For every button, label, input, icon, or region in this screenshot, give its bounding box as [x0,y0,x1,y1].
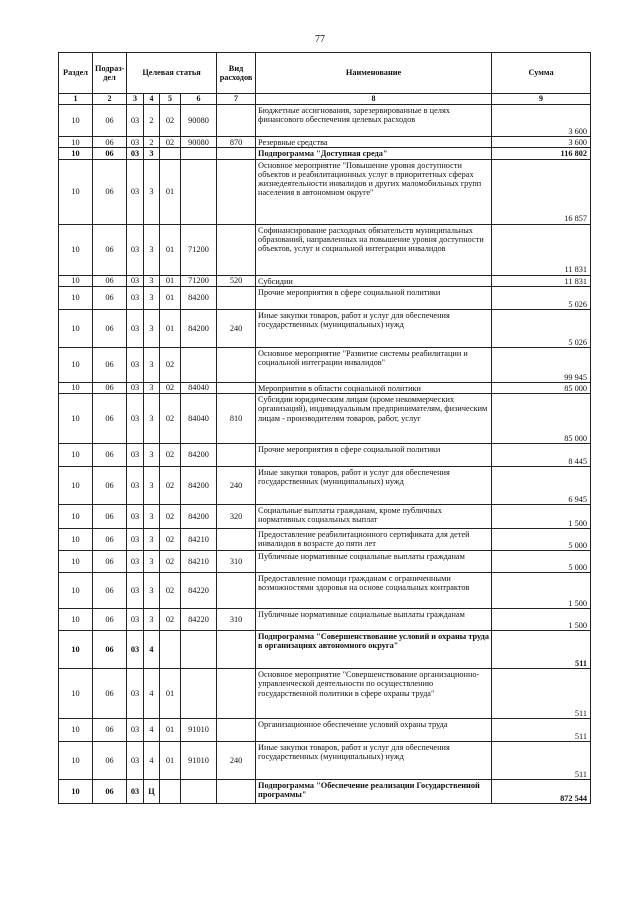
name-cell: Субсидии юридическим лицам (кроме некоммерческих организаций), индивидуальным предпринимателям, физическим лицам - производителям товаров, работ, услуг [256,394,492,444]
name-cell: Софинансирование расходных обязательств муниципальных образований, направленных на повышение уровня доступности объектов, услуг и социальной интеграции инвалидов [256,224,492,275]
vid-cell [217,286,256,309]
table-row [59,309,591,347]
amount-cell: 3 600 [492,105,591,137]
vid-cell [217,573,256,609]
table-row [59,719,591,742]
vid-cell [217,444,256,467]
cs-4-cell: Ц [144,780,160,804]
table-row [59,137,591,148]
table-row [59,505,591,529]
cs-4-cell: 3 [144,444,160,467]
cs-5-cell: 02 [160,573,181,609]
cs-4-cell: 3 [144,609,160,631]
cs-5-cell: 02 [160,394,181,444]
cs-3-cell: 03 [127,719,144,742]
cs-6-cell: 84210 [181,529,217,551]
cs-4-cell: 3 [144,573,160,609]
cs-6-cell: 84220 [181,609,217,631]
cs-6-cell: 84040 [181,394,217,444]
cs-5-cell [160,148,181,159]
amount-cell: 5 000 [492,551,591,573]
razdel-cell: 10 [59,394,93,444]
razdel-cell: 10 [59,505,93,529]
table-row [59,286,591,309]
cs-6-cell: 71200 [181,224,217,275]
podrazdel-cell: 06 [93,148,127,159]
razdel-cell: 10 [59,224,93,275]
cs-4-cell: 3 [144,309,160,347]
table-row [59,467,591,505]
cs-5-cell: 02 [160,551,181,573]
cs-3-cell: 03 [127,573,144,609]
razdel-cell: 10 [59,529,93,551]
table-row [59,551,591,573]
cs-3-cell: 03 [127,137,144,148]
vid-cell [217,159,256,224]
cs-3-cell: 03 [127,275,144,286]
name-cell: Подпрограмма "Обеспечение реализации Государственной программы" [256,780,492,804]
razdel-cell: 10 [59,467,93,505]
podrazdel-cell: 06 [93,573,127,609]
table-row [59,394,591,444]
vid-cell: 810 [217,394,256,444]
cs-3-cell: 03 [127,742,144,780]
amount-cell: 11 831 [492,224,591,275]
name-cell: Иные закупки товаров, работ и услуг для обеспечения государственных (муниципальных) нужд [256,467,492,505]
name-cell: Субсидии [256,275,492,286]
name-cell: Публичные нормативные социальные выплаты гражданам [256,609,492,631]
table-row [59,347,591,382]
column-number: 7 [217,94,256,105]
cs-5-cell: 02 [160,105,181,137]
amount-cell: 5 026 [492,309,591,347]
razdel-cell: 10 [59,105,93,137]
name-cell: Иные закупки товаров, работ и услуг для обеспечения государственных (муниципальных) нужд [256,742,492,780]
table-row [59,159,591,224]
podrazdel-cell: 06 [93,137,127,148]
column-number: 8 [256,94,492,105]
razdel-cell: 10 [59,742,93,780]
cs-3-cell: 03 [127,467,144,505]
amount-cell: 511 [492,669,591,719]
cs-6-cell [181,669,217,719]
cs-3-cell: 03 [127,382,144,393]
cs-6-cell [181,159,217,224]
cs-4-cell: 3 [144,286,160,309]
table-row [59,669,591,719]
name-cell: Резервные средства [256,137,492,148]
amount-cell: 1 500 [492,505,591,529]
vid-cell [217,529,256,551]
header-summa: Сумма [492,53,591,94]
cs-5-cell: 01 [160,224,181,275]
razdel-cell: 10 [59,573,93,609]
cs-3-cell: 03 [127,105,144,137]
razdel-cell: 10 [59,780,93,804]
column-number: 6 [181,94,217,105]
razdel-cell: 10 [59,444,93,467]
podrazdel-cell: 06 [93,742,127,780]
table-row [59,529,591,551]
podrazdel-cell: 06 [93,609,127,631]
amount-cell: 511 [492,719,591,742]
column-number: 2 [93,94,127,105]
name-cell: Организационное обеспечение условий охраны труда [256,719,492,742]
amount-cell: 1 500 [492,573,591,609]
name-cell: Иные закупки товаров, работ и услуг для обеспечения государственных (муниципальных) нужд [256,309,492,347]
razdel-cell: 10 [59,309,93,347]
cs-6-cell: 84200 [181,286,217,309]
cs-3-cell: 03 [127,609,144,631]
name-cell: Предоставление реабилитационного сертификата для детей инвалидов в возрасте до пяти лет [256,529,492,551]
razdel-cell: 10 [59,286,93,309]
name-cell: Основное мероприятие "Повышение уровня доступности объектов и реабилитационных услуг в приоритетных сферах жизнедеятельности инвалидов и других маломобильных групп населения в автономном округе" [256,159,492,224]
table-row [59,742,591,780]
cs-5-cell: 01 [160,159,181,224]
cs-3-cell: 03 [127,780,144,804]
cs-4-cell: 3 [144,505,160,529]
table-row [59,224,591,275]
header-celevaya-statya: Целевая статья [127,53,217,94]
cs-5-cell: 02 [160,609,181,631]
column-number: 9 [492,94,591,105]
cs-3-cell: 03 [127,224,144,275]
cs-6-cell: 71200 [181,275,217,286]
table-row [59,780,591,804]
vid-cell [217,105,256,137]
table-row [59,148,591,159]
cs-6-cell [181,631,217,669]
cs-3-cell: 03 [127,286,144,309]
vid-cell: 240 [217,467,256,505]
page-number: 77 [315,34,325,45]
razdel-cell: 10 [59,719,93,742]
cs-5-cell: 02 [160,137,181,148]
cs-6-cell: 84200 [181,444,217,467]
podrazdel-cell: 06 [93,159,127,224]
vid-cell [217,631,256,669]
cs-6-cell: 84220 [181,573,217,609]
column-number: 5 [160,94,181,105]
cs-5-cell: 01 [160,669,181,719]
podrazdel-cell: 06 [93,382,127,393]
cs-6-cell [181,148,217,159]
amount-cell: 6 945 [492,467,591,505]
header-podrazdel: Подраз-дел [93,53,127,94]
vid-cell [217,224,256,275]
name-cell: Предоставление помощи гражданам с ограниченными возможностями здоровья на основе социальных контрактов [256,573,492,609]
table-row [59,609,591,631]
name-cell: Прочие мероприятия в сфере социальной политики [256,444,492,467]
cs-4-cell: 3 [144,275,160,286]
podrazdel-cell: 06 [93,286,127,309]
cs-4-cell: 4 [144,669,160,719]
vid-cell: 240 [217,742,256,780]
cs-4-cell: 3 [144,394,160,444]
razdel-cell: 10 [59,631,93,669]
cs-5-cell: 02 [160,529,181,551]
cs-4-cell: 3 [144,529,160,551]
table-row [59,631,591,669]
name-cell: Мероприятия в области социальной политики [256,382,492,393]
vid-cell [217,780,256,804]
podrazdel-cell: 06 [93,275,127,286]
name-cell: Бюджетные ассигнования, зарезервированные в целях финансового обеспечения целевых расходов [256,105,492,137]
cs-5-cell: 02 [160,444,181,467]
table-row [59,444,591,467]
cs-5-cell: 01 [160,275,181,286]
cs-6-cell: 91010 [181,742,217,780]
podrazdel-cell: 06 [93,105,127,137]
cs-4-cell: 4 [144,719,160,742]
podrazdel-cell: 06 [93,505,127,529]
cs-3-cell: 03 [127,669,144,719]
name-cell: Подпрограмма "Доступная среда" [256,148,492,159]
razdel-cell: 10 [59,609,93,631]
cs-4-cell: 2 [144,105,160,137]
column-number: 1 [59,94,93,105]
cs-3-cell: 03 [127,148,144,159]
cs-5-cell: 01 [160,719,181,742]
cs-6-cell: 90080 [181,137,217,148]
amount-cell: 8 445 [492,444,591,467]
name-cell: Основное мероприятие "Совершенствование организационно-управленческой деятельности по осуществлению государственной политики в сфере охраны труда" [256,669,492,719]
podrazdel-cell: 06 [93,529,127,551]
cs-5-cell [160,780,181,804]
cs-5-cell: 02 [160,347,181,382]
cs-4-cell: 3 [144,382,160,393]
podrazdel-cell: 06 [93,309,127,347]
podrazdel-cell: 06 [93,467,127,505]
cs-6-cell: 84040 [181,382,217,393]
cs-4-cell: 3 [144,224,160,275]
cs-6-cell: 84200 [181,505,217,529]
cs-5-cell: 02 [160,382,181,393]
cs-3-cell: 03 [127,394,144,444]
cs-4-cell: 3 [144,467,160,505]
amount-cell: 872 544 [492,780,591,804]
cs-6-cell [181,347,217,382]
podrazdel-cell: 06 [93,224,127,275]
cs-5-cell [160,631,181,669]
cs-5-cell: 01 [160,742,181,780]
cs-6-cell [181,780,217,804]
vid-cell: 240 [217,309,256,347]
podrazdel-cell: 06 [93,551,127,573]
vid-cell [217,719,256,742]
cs-6-cell: 90080 [181,105,217,137]
cs-3-cell: 03 [127,444,144,467]
razdel-cell: 10 [59,347,93,382]
cs-3-cell: 03 [127,529,144,551]
amount-cell: 16 857 [492,159,591,224]
vid-cell: 310 [217,609,256,631]
vid-cell: 320 [217,505,256,529]
cs-3-cell: 03 [127,551,144,573]
amount-cell: 5 026 [492,286,591,309]
podrazdel-cell: 06 [93,394,127,444]
amount-cell: 5 000 [492,529,591,551]
cs-4-cell: 2 [144,137,160,148]
table-row [59,105,591,137]
amount-cell: 85 000 [492,382,591,393]
cs-6-cell: 84210 [181,551,217,573]
amount-cell: 85 000 [492,394,591,444]
podrazdel-cell: 06 [93,347,127,382]
name-cell: Социальные выплаты гражданам, кроме публичных нормативных социальных выплат [256,505,492,529]
name-cell: Публичные нормативные социальные выплаты гражданам [256,551,492,573]
cs-4-cell: 4 [144,631,160,669]
vid-cell: 870 [217,137,256,148]
name-cell: Прочие мероприятия в сфере социальной политики [256,286,492,309]
cs-5-cell: 02 [160,505,181,529]
cs-4-cell: 4 [144,742,160,780]
table-row [59,382,591,393]
cs-4-cell: 3 [144,347,160,382]
cs-4-cell: 3 [144,148,160,159]
vid-cell: 310 [217,551,256,573]
podrazdel-cell: 06 [93,444,127,467]
razdel-cell: 10 [59,551,93,573]
table-row [59,573,591,609]
name-cell: Основное мероприятие "Развитие системы реабилитации и социальной интеграции инвалидов" [256,347,492,382]
vid-cell [217,148,256,159]
header-vid-rashodov: Вид расходов [217,53,256,94]
cs-3-cell: 03 [127,309,144,347]
column-number: 3 [127,94,144,105]
podrazdel-cell: 06 [93,719,127,742]
amount-cell: 511 [492,742,591,780]
razdel-cell: 10 [59,382,93,393]
cs-3-cell: 03 [127,631,144,669]
header-razdel: Раздел [59,53,93,94]
vid-cell [217,669,256,719]
budget-table [58,52,591,804]
cs-3-cell: 03 [127,347,144,382]
cs-3-cell: 03 [127,159,144,224]
cs-6-cell: 91010 [181,719,217,742]
amount-cell: 1 500 [492,609,591,631]
podrazdel-cell: 06 [93,631,127,669]
amount-cell: 11 831 [492,275,591,286]
razdel-cell: 10 [59,159,93,224]
amount-cell: 511 [492,631,591,669]
table-row [59,275,591,286]
header-naimenovanie: Наименование [256,53,492,94]
column-number: 4 [144,94,160,105]
podrazdel-cell: 06 [93,669,127,719]
amount-cell: 99 945 [492,347,591,382]
vid-cell: 520 [217,275,256,286]
cs-3-cell: 03 [127,505,144,529]
cs-6-cell: 84200 [181,309,217,347]
razdel-cell: 10 [59,669,93,719]
cs-5-cell: 01 [160,309,181,347]
amount-cell: 116 802 [492,148,591,159]
name-cell: Подпрограмма "Совершенствование условий и охраны труда в организациях автономного округа" [256,631,492,669]
razdel-cell: 10 [59,148,93,159]
vid-cell [217,382,256,393]
vid-cell [217,347,256,382]
cs-6-cell: 84200 [181,467,217,505]
cs-4-cell: 3 [144,159,160,224]
amount-cell: 3 600 [492,137,591,148]
razdel-cell: 10 [59,137,93,148]
podrazdel-cell: 06 [93,780,127,804]
cs-5-cell: 02 [160,467,181,505]
cs-4-cell: 3 [144,551,160,573]
razdel-cell: 10 [59,275,93,286]
cs-5-cell: 01 [160,286,181,309]
